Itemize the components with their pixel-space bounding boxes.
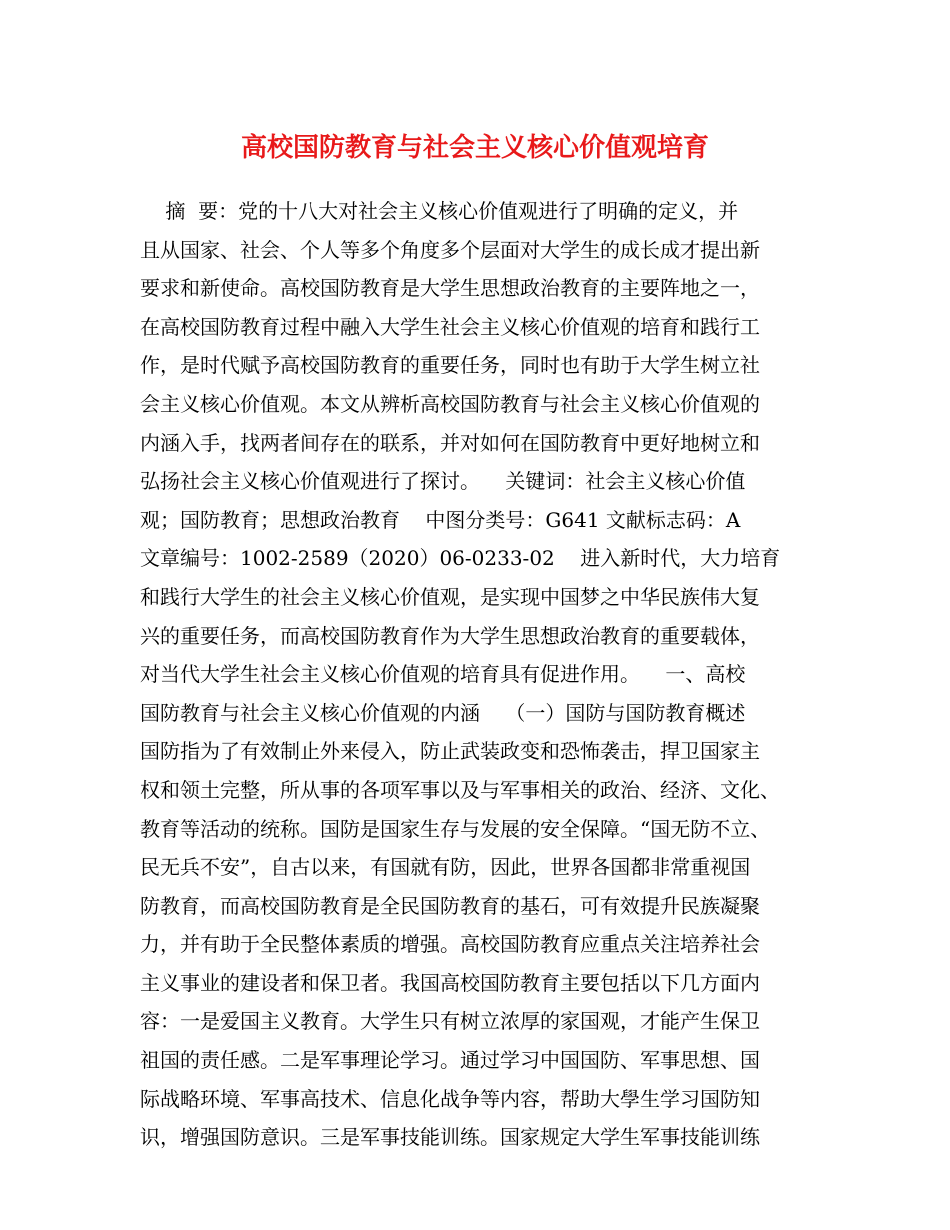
body-line: 摘 要：党的十八大对社会主义核心价值观进行了明确的定义，并 [140, 199, 739, 223]
body-line: 容：一是爱国主义教育。大学生只有树立浓厚的家国观，才能产生保卫 [140, 1009, 760, 1034]
body-line: 兴的重要任务，而高校国防教育作为大学生思想政治教育的重要载体， [140, 623, 760, 648]
body-line: 际战略环境、军事高技术、信息化战争等内容，帮助大學生学习国防知 [140, 1086, 760, 1111]
document-title: 高校国防教育与社会主义核心价值观培育 [240, 133, 709, 163]
body-line: 国防指为了有效制止外来侵入，防止武装政变和恐怖袭击，捍卫国家主 [140, 739, 760, 764]
body-line: 对当代大学生社会主义核心价值观的培育具有促进作用。 一、高校 [140, 662, 746, 687]
body-line: 要求和新使命。高校国防教育是大学生思想政治教育的主要阵地之一， [140, 276, 760, 301]
body-line: 主义事业的建设者和保卫者。我国高校国防教育主要包括以下几方面内 [140, 970, 760, 995]
body-line: 且从国家、社会、个人等多个角度多个层面对大学生的成长成才提出新 [140, 237, 760, 262]
body-line: 民无兵不安”，自古以来，有国就有防，因此，世界各国都非常重视国 [140, 855, 751, 880]
body-line: 在高校国防教育过程中融入大学生社会主义核心价值观的培育和践行工 [140, 314, 760, 339]
body-line: 祖国的责任感。二是军事理论学习。通过学习中国国防、军事思想、国 [140, 1048, 760, 1073]
document-body [140, 192, 820, 1157]
body-line: 弘扬社会主义核心价值观进行了探讨。 关键词：社会主义核心价值 [140, 469, 746, 494]
body-line: 教育等活动的统称。国防是国家生存与发展的安全保障。“国无防不立、 [140, 816, 771, 841]
body-line: 和践行大学生的社会主义核心价值观，是实现中国梦之中华民族伟大复 [140, 584, 760, 609]
body-line: 观；国防教育；思想政治教育 中图分类号：G641 文献标志码：A [140, 507, 741, 532]
body-line: 内涵入手，找两者间存在的联系，并对如何在国防教育中更好地树立和 [140, 430, 760, 455]
body-line: 作，是时代赋予高校国防教育的重要任务，同时也有助于大学生树立社 [140, 353, 760, 378]
body-line: 防教育，而高校国防教育是全民国防教育的基石，可有效提升民族凝聚 [140, 893, 760, 918]
body-line: 国防教育与社会主义核心价值观的内涵 （一）国防与国防教育概述 [140, 700, 746, 725]
body-line: 力，并有助于全民整体素质的增强。高校国防教育应重点关注培养社会 [140, 932, 760, 957]
body-line: 会主义核心价值观。本文从辨析高校国防教育与社会主义核心价值观的 [140, 391, 760, 416]
body-line: 权和领土完整，所从事的各项军事以及与军事相关的政治、经济、文化、 [140, 777, 780, 802]
body-line: 文章编号：1002-2589（2020）06-0233-02 进入新时代，大力培育 [140, 546, 781, 571]
body-line: 识，增强国防意识。三是军事技能训练。国家规定大学生军事技能训练 [140, 1125, 760, 1150]
